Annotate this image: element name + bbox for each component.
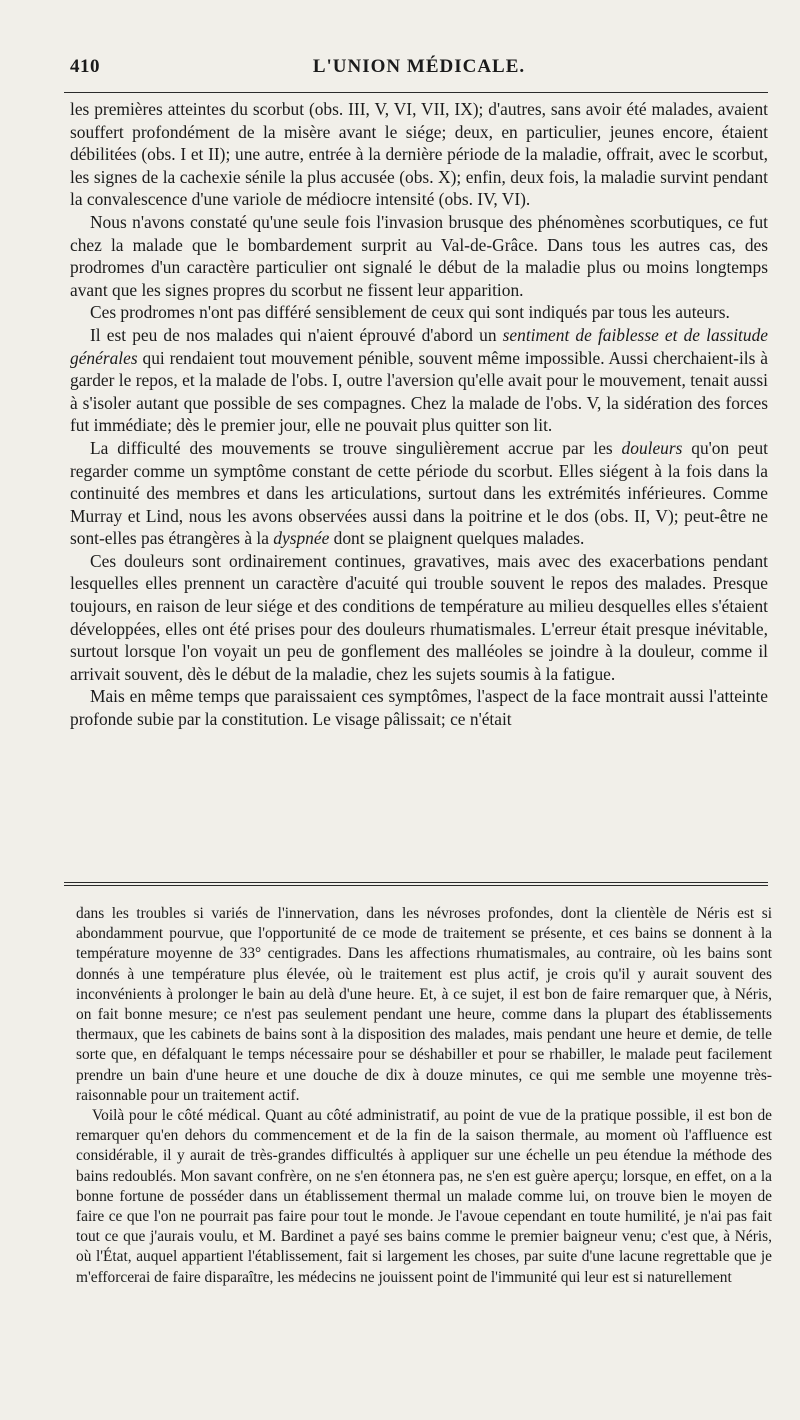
footnote-paragraph: Voilà pour le côté médical. Quant au côté administratif, au point de vue de la pratique possible, il est bon de remarquer qu'en dehors du commencement et de la fin de la saison thermale, au moment où l'affluence est considérable, il y aurait de très-grandes difficultés à appliquer sur une échelle un peu étendue la méthode des bains redoublés. Mon savant confrère, on ne s'en étonnera pas, ne s'en est guère aperçu; lorsque, en effet, on a la bonne fortune de posséder dans un établissement thermal un malade comme lui, on trouve bien le moyen de faire ce que l'on ne pourrait pas faire pour tout le monde. Je l'avoue cependant en toute humilité, je n'ai pas fait tout ce que j'aurais voulu, et M. Bardinet a payé ses bains comme le premier baigneur venu; c'est que, à Néris, où l'État, auquel appartient l'établissement, fait si largement les choses, par suite d'une lacune regrettable que je m'efforcerai de faire disparaître, les médecins ne jouissent point de l'immunité qui leur est si naturellement (76, 1107, 772, 1286)
paragraph (70, 437, 768, 550)
running-title: L'UNION MÉDICALE. (312, 56, 526, 77)
text-run: Il est peu de nos malades qui n'aient éprouvé d'abord un (90, 324, 503, 345)
footnote-rule (64, 882, 768, 886)
italic-text: dyspnée (273, 528, 330, 549)
paragraph: Ces prodromes n'ont pas différé sensiblement de ceux qui sont indiqués par tous les auteurs. (90, 302, 730, 323)
paragraph: Nous n'avons constaté qu'une seule fois l'invasion brusque des phénomènes scorbutiques, ce fut chez la malade que le bombardement surprit au Val-de-Grâce. Dans tous les autres cas, des prodromes d'un caractère particulier ont signalé le début de la maladie plus ou moins longtemps avant que les signes propres du scorbut ne fissent leur apparition. (70, 211, 768, 300)
paragraph: les premières atteintes du scorbut (obs. III, V, VI, VII, IX); d'autres, sans avoir été malades, avaient souffert profondément de la misère avant le siége; deux, en particulier, jeunes encore, étaient débilitées (obs. I et II); une autre, entrée à la dernière période de la maladie, offrait, avec le scorbut, les signes de la cachexie sénile la plus accusée (obs. X); enfin, deux fois, la maladie survint pendant la convalescence d'une variole de médiocre intensité (obs. IV, VI). (70, 99, 768, 210)
page-number: 410 (70, 56, 100, 77)
text-run: La difficulté des mouvements se trouve singulièrement accrue par les (90, 437, 622, 458)
paragraph: Ces douleurs sont ordinairement continues, gravatives, mais avec des exacerbations pendant lesquelles elles prennent un caractère d'acuité qui trouble souvent le repos des malades. Presque toujours, en raison de leur siége et des conditions de température au milieu desquelles elles s'étaient développées, elles ont été prises pour des douleurs rhumatismales. L'erreur était presque inévitable, surtout lorsque l'on voyait un peu de gonflement des malléoles se joindre à la douleur, comme il arrivait souvent, dès le début de la maladie, chez les sujets soumis à la fatigue. (70, 550, 768, 684)
text-run: qui rendaient tout mouvement pénible, souvent même impossible. Aussi cherchaient-ils à garder le repos, et la malade de l'obs. I, outre l'aversion qu'elle avait pour le mouvement, tenait aussi à s'isoler autant que possible de ses compagnes. Chez la malade de l'obs. V, la sidération des forces fut immédiate; dès le premier jour, elle ne pouvait plus quitter son lit. (70, 347, 768, 436)
italic-text: douleurs (621, 437, 683, 458)
text-run: qu'on peut regarder comme un symptôme constant de cette période du scorbut. Elles siégent à la fois dans la continuité des membres et dans les articulations, surtout dans les extrémités inférieures. Comme Murray et Lind, nous les avons observées aussi dans la poitrine et le dos (obs. II, V); peut-être ne sont-elles pas étrangères à la (70, 437, 768, 549)
text-run: dont se plaignent quelques malades. (329, 528, 585, 549)
italic-text: sentiment de faiblesse et de lassitude générales (70, 324, 768, 368)
paragraph: Mais en même temps que paraissaient ces symptômes, l'aspect de la face montrait aussi l'atteinte profonde subie par la constitution. Le visage pâlissait; ce n'était (70, 686, 768, 730)
footnotes (76, 904, 772, 1288)
main-text (70, 98, 768, 731)
header-rule (64, 92, 768, 93)
footnote-paragraph: dans les troubles si variés de l'innervation, dans les névroses profondes, dont la clientèle de Néris est si abondamment pourvue, que l'opportunité de ce mode de traitement se présente, et ces bains se donnent à la température moyenne de 33° centigrades. Dans les affections rhumatismales, au contraire, où les bains sont donnés à une température plus élevée, où le traitement est plus actif, je crois qu'il y aurait souvent des inconvénients à prolonger le bain au delà d'une heure. Et, à ce sujet, il est bon de faire remarquer que, à Néris, on fait bonne mesure; ce n'est pas seulement pendant une heure, comme dans la plupart des établissements thermaux, que les cabinets de bains sont à la disposition des malades, mais pendant une heure et demie, de telle sorte que, en défalquant le temps nécessaire pour se déshabiller et pour se rhabiller, le malade peut facilement prendre un bain d'une heure et une douche de dix à douze minutes, ce qui me semble une moyenne très-raisonnable pour un traitement actif. (76, 905, 772, 1104)
paragraph (70, 324, 768, 437)
page-header (70, 56, 768, 82)
